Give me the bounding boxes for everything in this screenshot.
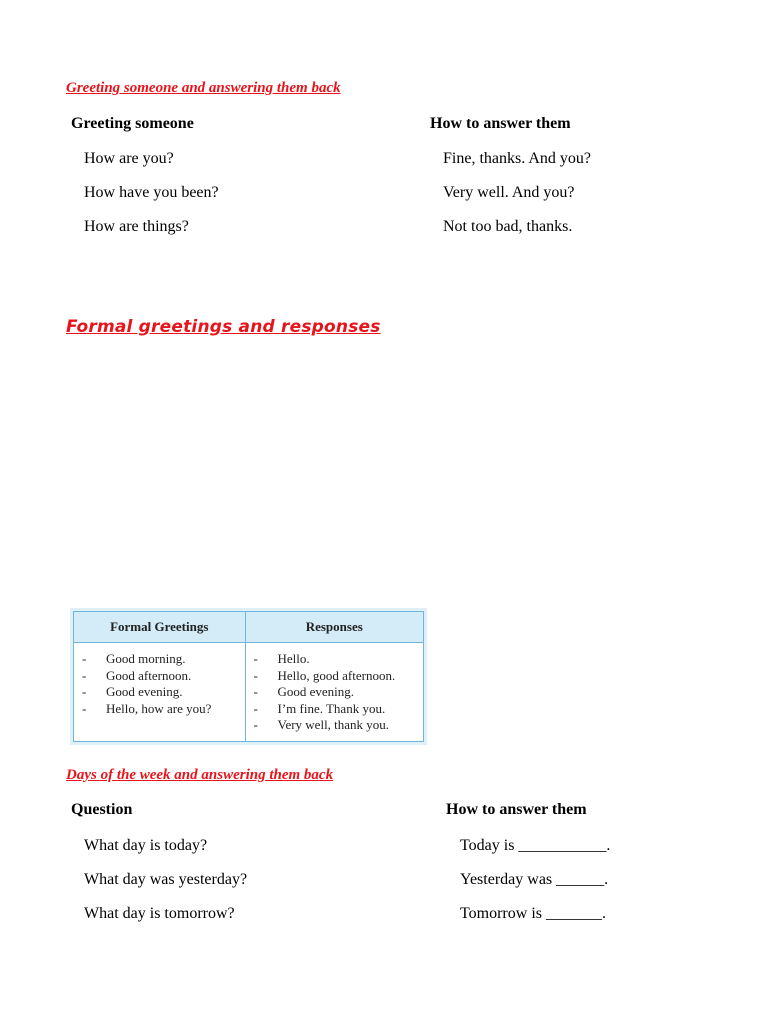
column-header-greeting: Greeting someone [71,115,194,132]
column-header-question: Question [71,801,133,818]
greeting-item: How have you been? [84,184,219,201]
list-item: - Hello, good afternoon. [250,668,420,685]
list-item: - Good afternoon. [78,668,241,685]
section-title-greetings: Greeting someone and answering them back [66,80,341,96]
answer-item: Today is ___________. [460,837,611,854]
answer-item: Yesterday was ______. [460,871,609,888]
greetings-cell [74,643,246,742]
table-header-responses: Responses [245,612,424,643]
section-title-days: Days of the week and answering them back [66,767,334,783]
question-item: What day is tomorrow? [84,905,235,922]
responses-cell [245,643,424,742]
answer-item: Tomorrow is _______. [460,905,606,922]
table-header-formal-greetings: Formal Greetings [74,612,246,643]
list-item: - Good evening. [78,684,241,701]
formal-greetings-table [70,608,427,745]
list-item: - Good evening. [250,684,420,701]
greeting-item: How are you? [84,150,174,167]
greeting-item: How are things? [84,218,189,235]
list-item: - Hello. [250,651,420,668]
list-item: - I’m fine. Thank you. [250,701,420,718]
answer-item: Very well. And you? [443,184,575,201]
question-item: What day is today? [84,837,208,854]
column-header-answer: How to answer them [430,115,571,132]
list-item: - Hello, how are you? [78,701,241,718]
answer-item: Not too bad, thanks. [443,218,573,235]
section-title-formal: Formal greetings and responses [66,317,381,337]
list-item: - Very well, thank you. [250,717,420,734]
column-header-answer: How to answer them [446,801,587,818]
question-item: What day was yesterday? [84,871,248,888]
list-item: - Good morning. [78,651,241,668]
answer-item: Fine, thanks. And you? [443,150,591,167]
